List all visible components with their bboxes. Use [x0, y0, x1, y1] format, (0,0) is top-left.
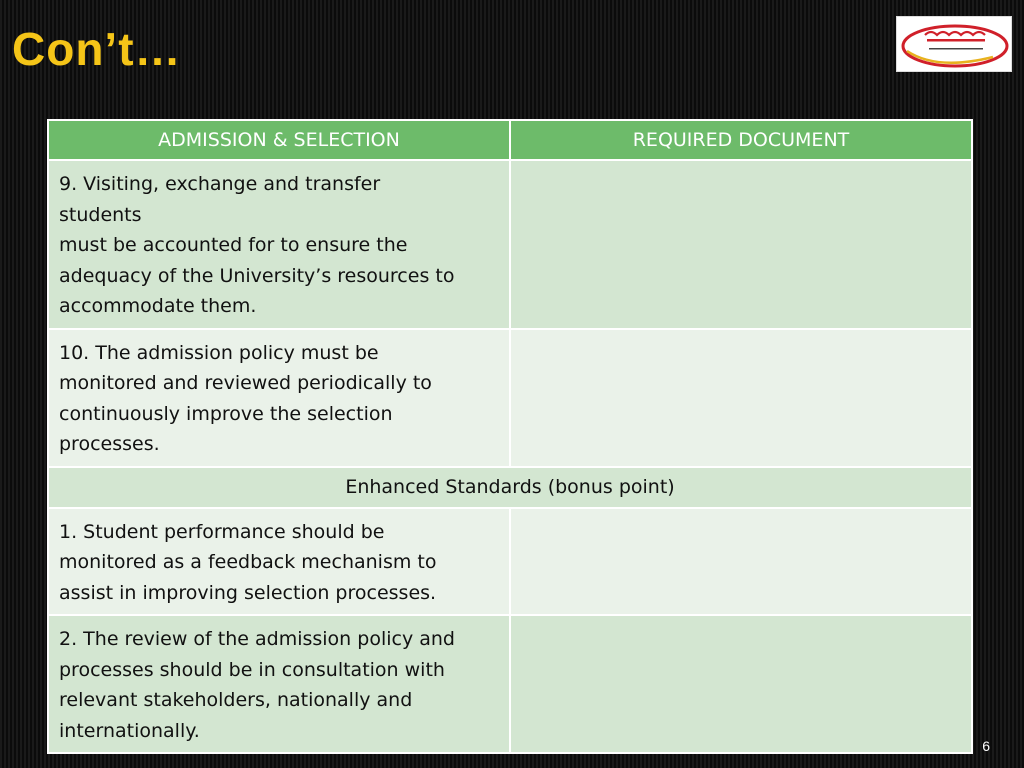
column-header-admission: ADMISSION & SELECTION: [48, 120, 510, 160]
cell-line: monitored as a feedback mechanism to: [59, 551, 437, 573]
cell-line: 2. The review of the admission policy and: [59, 628, 455, 650]
document-cell: [510, 508, 972, 616]
cell-line: monitored and reviewed periodically to: [59, 372, 432, 394]
admission-cell: [48, 615, 510, 753]
document-cell: [510, 329, 972, 467]
admission-cell: [48, 160, 510, 329]
document-cell: [510, 615, 972, 753]
cell-line: accommodate them.: [59, 295, 257, 317]
table-row: [48, 508, 972, 616]
cell-line: relevant stakeholders, nationally and: [59, 689, 413, 711]
cell-line: assist in improving selection processes.: [59, 581, 437, 604]
cell-line: 1. Student performance should be: [59, 520, 385, 543]
logo-emblem: [897, 17, 1012, 72]
cell-line: processes should be in consultation with: [59, 658, 445, 681]
admission-cell: [48, 329, 510, 467]
university-logo: [896, 16, 1012, 72]
cell-line: students: [59, 203, 142, 226]
table-row: [48, 329, 972, 467]
table-header-row: [48, 120, 972, 160]
cell-line: processes.: [59, 433, 160, 455]
table-row: [48, 615, 972, 753]
column-header-document: REQUIRED DOCUMENT: [510, 120, 972, 160]
page-number: 6: [982, 738, 990, 754]
cell-line: 10. The admission policy must be: [59, 341, 379, 364]
cell-line: 9. Visiting, exchange and transfer: [59, 173, 381, 195]
admission-table: [47, 119, 973, 754]
admission-cell: [48, 508, 510, 616]
section-row: [48, 467, 972, 508]
slide-title: Con’t…: [12, 23, 182, 75]
cell-line: internationally.: [59, 719, 200, 742]
enhanced-standards-heading: Enhanced Standards (bonus point): [48, 467, 972, 508]
cell-line: must be accounted for to ensure the: [59, 234, 408, 256]
cell-line: continuously improve the selection: [59, 402, 393, 425]
document-cell: [510, 160, 972, 329]
cell-line: adequacy of the University’s resources to: [59, 264, 455, 287]
table-row: [48, 160, 972, 329]
